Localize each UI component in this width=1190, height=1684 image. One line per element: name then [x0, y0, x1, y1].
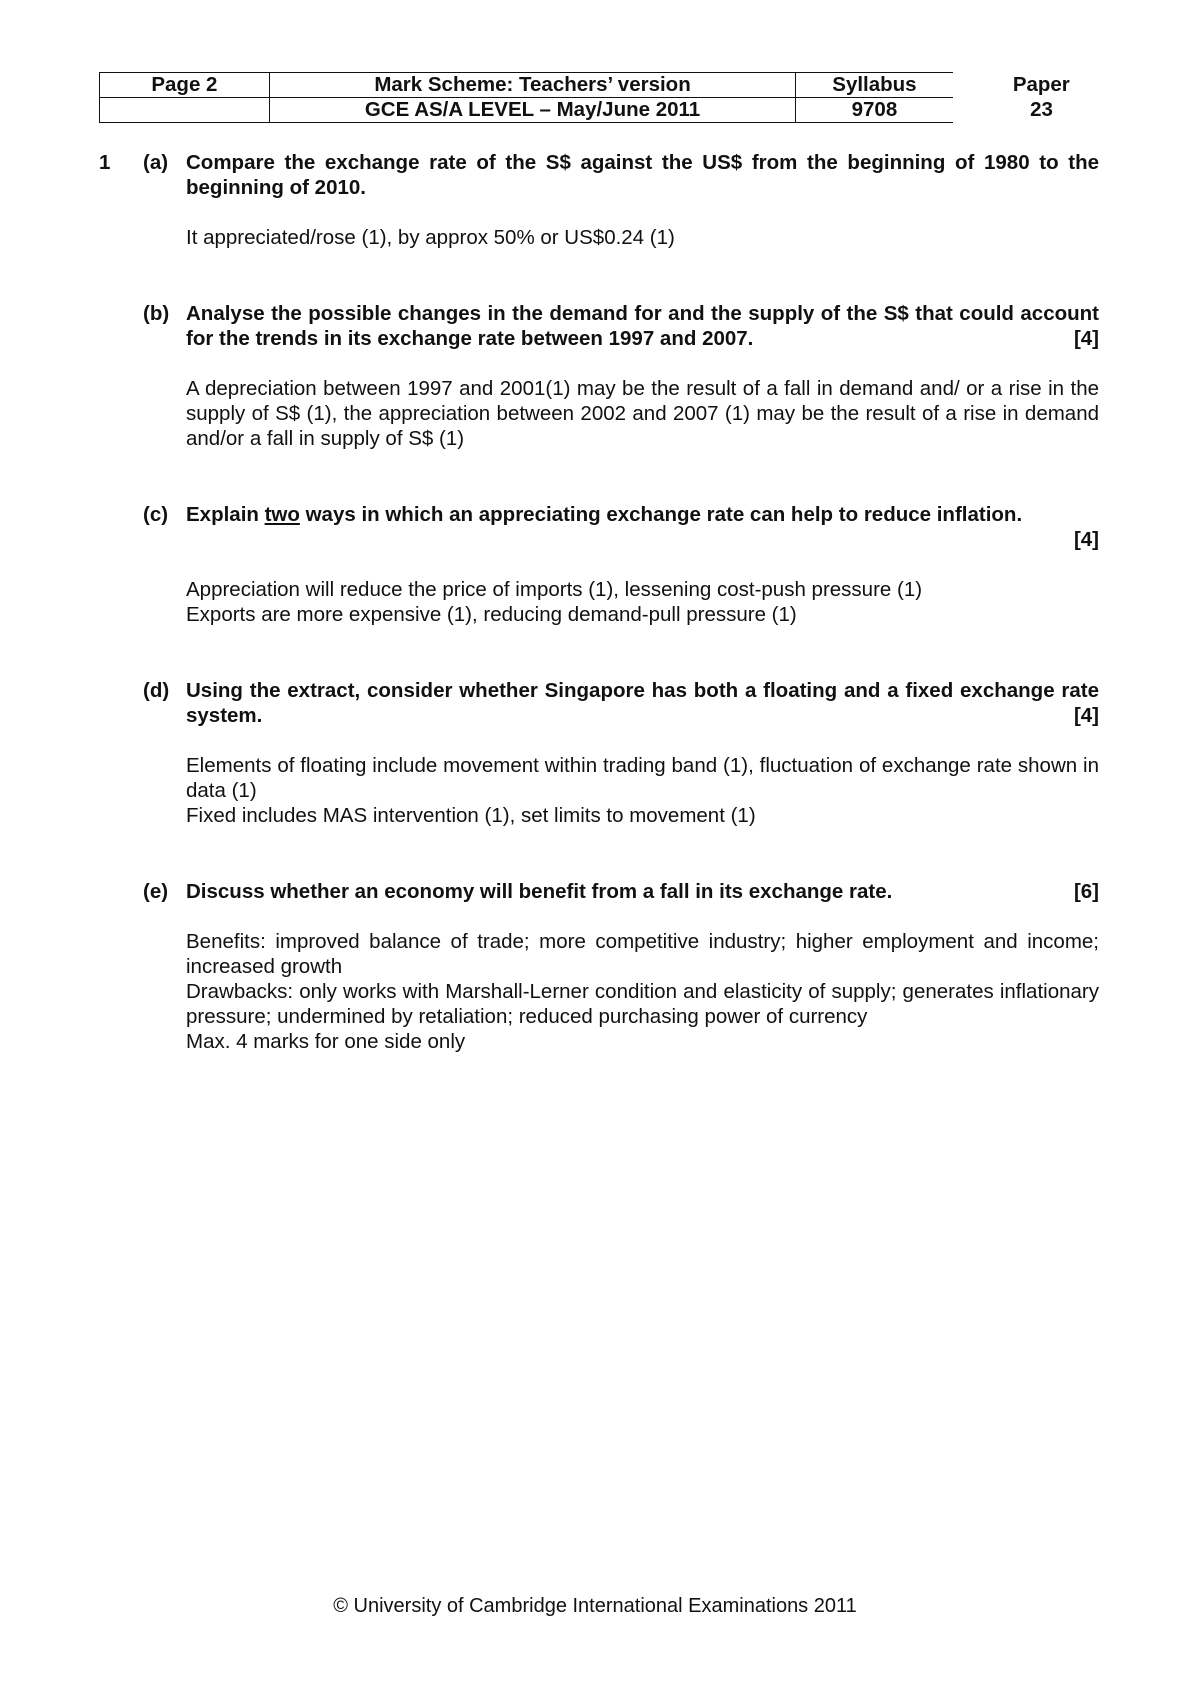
- part-answer: [186, 753, 1099, 828]
- header-page: Page 2: [100, 73, 270, 98]
- header-exam: GCE AS/A LEVEL – May/June 2011: [269, 98, 795, 123]
- answer-line: A depreciation between 1997 and 2001(1) may be the result of a fall in demand and/ or a rise in the supply of S$ (1), the appreciation between 2002 and 2007 (1) may be the result of a rise in demand and/or a fall in supply of S$ (1): [186, 377, 1099, 450]
- part-prompt-pre: Explain: [186, 503, 265, 526]
- part-label: (e): [143, 880, 169, 903]
- part-label: (d): [143, 679, 170, 702]
- part-a: [143, 150, 1099, 250]
- part-b: [143, 301, 1099, 451]
- answer-line: Fixed includes MAS intervention (1), set limits to movement (1): [186, 804, 756, 827]
- part-marks: [4]: [1073, 327, 1099, 350]
- part-label: (b): [143, 302, 170, 325]
- header-scheme: Mark Scheme: Teachers’ version: [269, 73, 795, 98]
- part-label: (c): [143, 503, 169, 526]
- answer-line: Exports are more expensive (1), reducing demand-pull pressure (1): [186, 603, 797, 626]
- header-syllabus-label: Syllabus: [796, 73, 953, 98]
- part-answer: [186, 577, 1099, 627]
- header-row-1: [100, 73, 1131, 98]
- header-paper-label: Paper: [1012, 73, 1070, 96]
- answer-line: It appreciated/rose (1), by approx 50% or US$0.24 (1): [186, 226, 675, 249]
- part-d: [143, 678, 1099, 828]
- part-prompt: [186, 879, 1099, 904]
- part-prompt-post: ways in which an appreciating exchange rate can help to reduce inflation.: [299, 503, 1023, 526]
- part-prompt-underlined: two: [264, 503, 300, 526]
- part-e: [143, 879, 1099, 1054]
- footer-copyright: © University of Cambridge International Examinations 2011: [333, 1595, 857, 1617]
- answer-line: Benefits: improved balance of trade; more competitive industry; higher employment and income; increased growth: [186, 930, 1099, 978]
- question-1: [99, 150, 1099, 1054]
- part-answer: [186, 376, 1099, 451]
- answer-line: Drawbacks: only works with Marshall-Lerner condition and elasticity of supply; generates inflationary pressure; undermined by retaliation; reduced purchasing power of currency: [186, 980, 1099, 1028]
- header-row-2: [100, 98, 1131, 123]
- answer-line: Max. 4 marks for one side only: [186, 1030, 466, 1053]
- part-marks: [6]: [1073, 880, 1099, 903]
- answer-line: Appreciation will reduce the price of imports (1), lessening cost-push pressure (1): [186, 578, 923, 601]
- part-answer: [186, 929, 1099, 1054]
- part-prompt: [186, 301, 1099, 351]
- part-c: [143, 502, 1099, 627]
- part-answer: [186, 225, 1099, 250]
- header-table: [99, 72, 1131, 123]
- part-prompt-text: Using the extract, consider whether Singapore has both a floating and a fixed exchange rate system.: [186, 679, 1099, 727]
- header-paper: 23: [1030, 98, 1053, 121]
- part-marks: [4]: [1073, 704, 1099, 727]
- header-syllabus: 9708: [796, 98, 953, 123]
- part-prompt: [186, 502, 1099, 527]
- part-prompt: Compare the exchange rate of the S$ against the US$ from the beginning of 1980 to the beginning of 2010.: [186, 151, 1099, 199]
- part-marks: [4]: [1073, 528, 1099, 551]
- part-prompt-text: Discuss whether an economy will benefit from a fall in its exchange rate.: [186, 880, 893, 903]
- part-label: (a): [143, 151, 169, 174]
- part-prompt-text: Analyse the possible changes in the demand for and the supply of the S$ that could account for the trends in its exchange rate between 1997 and 2007.: [186, 302, 1099, 350]
- answer-line: Elements of floating include movement within trading band (1), fluctuation of exchange rate shown in data (1): [186, 754, 1099, 802]
- question-number: 1: [99, 151, 111, 174]
- part-prompt: [186, 678, 1099, 728]
- header-empty-cell: [100, 98, 270, 123]
